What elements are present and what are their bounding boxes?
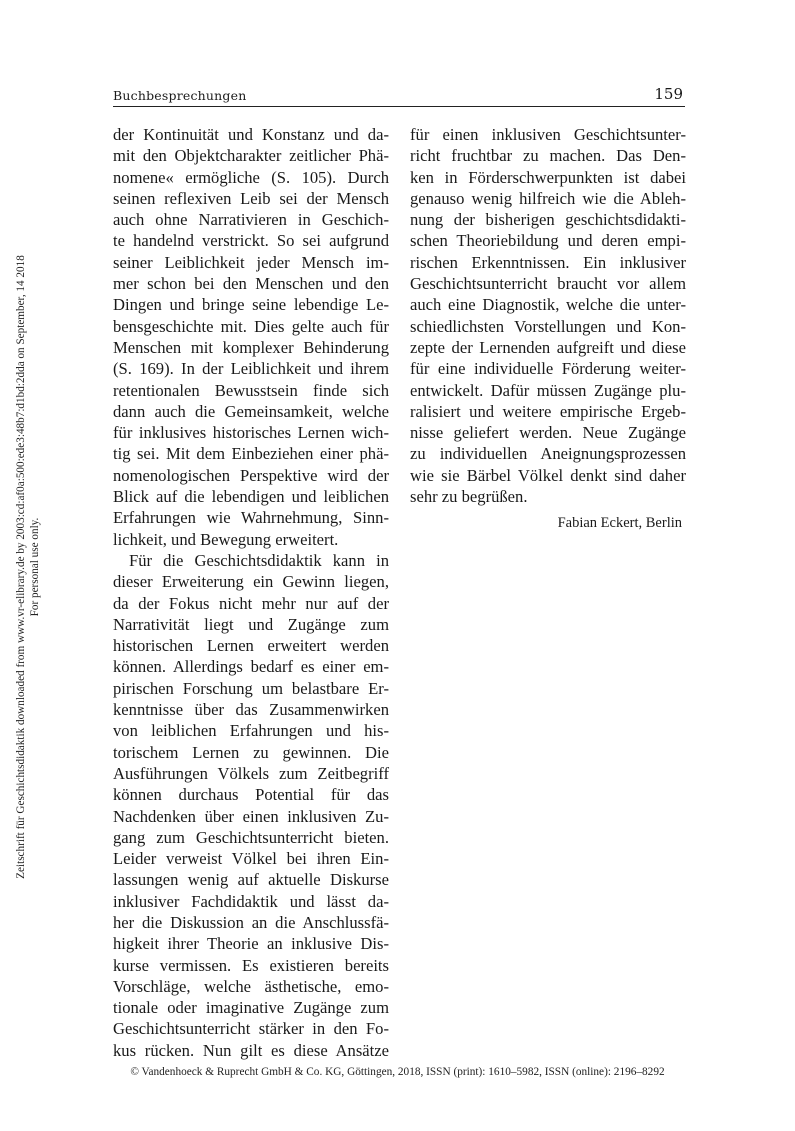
text-line: von leiblichen Erfahrungen und his- xyxy=(113,721,389,741)
copyright-footer: © Vandenhoeck & Ruprecht GmbH & Co. KG, Göttingen, 2018, ISSN (print): 1610–5982, ISSN (online): 2196–8292 xyxy=(130,1066,665,1078)
text-line: te handelnd verstrickt. So sei aufgrund xyxy=(113,231,389,251)
text-line: schiedlichsten Vorstellungen und Kon- xyxy=(410,316,686,336)
text-line: entwickelt. Dafür müssen Zugänge plu- xyxy=(410,380,686,400)
text-line: lassungen wenig auf aktuelle Diskurse xyxy=(113,870,389,890)
text-line: können durchaus Potential für das xyxy=(113,785,389,805)
text-line: tig sei. Mit dem Einbeziehen einer phä- xyxy=(113,444,389,464)
text-line: genauso wenig hilfreich wie die Ableh- xyxy=(410,188,686,208)
text-line: bensgeschichte mit. Dies gelte auch für xyxy=(113,316,389,336)
text-line: kenntnisse über das Zusammenwirken xyxy=(113,700,389,720)
section-title: Buchbesprechungen xyxy=(113,88,247,103)
watermark-line: For personal use only. xyxy=(29,517,41,617)
text-line: inklusiver Fachdidaktik und lässt da- xyxy=(113,891,389,911)
text-line: (S. 169). In der Leiblichkeit und ihrem xyxy=(113,359,389,379)
page-number: 159 xyxy=(654,85,683,103)
text-line: für inklusives historisches Lernen wich- xyxy=(113,423,389,443)
text-line: retentionalen Bewusstsein finde sich xyxy=(113,380,389,400)
text-line: der Kontinuität und Konstanz und da- xyxy=(113,125,389,144)
text-line: Geschichtsunterricht stärker in den Fo- xyxy=(113,1019,389,1039)
text-line: ralisiert und weitere empirische Ergeb- xyxy=(410,401,686,421)
text-line: mit den Objektcharakter zeitlicher Phä- xyxy=(113,146,389,166)
text-line: können. Allerdings bedarf es einer em- xyxy=(113,657,389,677)
text-line: higkeit ihrer Theorie an inklusive Dis- xyxy=(113,934,389,954)
text-line: kurse vermissen. Es existieren bereits xyxy=(113,955,389,975)
text-line: wie sie Bärbel Völkel denkt sind daher xyxy=(410,465,686,485)
text-line: nomene« ermögliche (S. 105). Durch xyxy=(113,167,389,187)
text-line: Nachdenken über einen inklusiven Zu- xyxy=(113,806,389,826)
text-line: tionale oder imaginative Zugänge zum xyxy=(113,998,389,1018)
text-line: Narrativität liegt und Zugänge zum xyxy=(113,614,389,634)
text-line: kus rücken. Nun gilt es diese Ansätze xyxy=(113,1040,389,1060)
text-line: nomenologischen Perspektive wird der xyxy=(113,465,389,485)
text-line: seiner Leiblichkeit jeder Mensch im- xyxy=(113,252,389,272)
text-line: da der Fokus nicht mehr nur auf der xyxy=(113,593,389,613)
text-line: torischem Lernen zu gewinnen. Die xyxy=(113,742,389,762)
text-line: für einen inklusiven Geschichtsunter- xyxy=(410,125,686,144)
right-text-column xyxy=(410,124,686,507)
text-line: gang zum Geschichtsunterricht bieten. xyxy=(113,827,389,847)
text-line: sehr zu begrüßen. xyxy=(410,487,528,507)
text-line: Vorschläge, welche ästhetische, emo- xyxy=(113,976,389,996)
text-line: Für die Geschichtsdidaktik kann in xyxy=(129,550,389,570)
watermark-line: Zeitschrift für Geschichtsdidaktik downloaded from www.vr-elibrary.de by 2003:cd:af0a:500:ede3:48b7:d1bd:2dda on September, 14 2018 xyxy=(15,255,27,879)
text-line: Menschen mit komplexer Behinderung xyxy=(113,337,389,357)
text-line: dann auch die Gemeinsamkeit, welche xyxy=(113,401,389,421)
text-line: richt fruchtbar zu machen. Das Den- xyxy=(410,146,686,166)
author-signature: Fabian Eckert, Berlin xyxy=(557,515,682,531)
text-line: schen Theoriebildung und deren empi- xyxy=(410,231,686,251)
left-text-column xyxy=(113,124,389,1061)
text-line: seinen reflexiven Leib sei der Mensch xyxy=(113,188,389,208)
text-line: zu individuellen Aneignungsprozessen xyxy=(410,444,686,464)
text-line: historischen Lernen erweitert werden xyxy=(113,636,389,656)
text-line: Dingen und bringe seine lebendige Le- xyxy=(113,295,389,315)
text-line: dieser Erweiterung ein Gewinn liegen, xyxy=(113,572,389,592)
text-line: auch eine Diagnostik, welche die unter- xyxy=(410,295,686,315)
text-line: zepte der Lernenden aufgreift und diese xyxy=(410,337,686,357)
text-line: pirischen Forschung um belastbare Er- xyxy=(113,678,389,698)
text-line: mer schon bei den Menschen und den xyxy=(113,274,389,294)
text-line: für eine individuelle Förderung weiter- xyxy=(410,359,686,379)
text-line: ken in Förderschwerpunkten ist dabei xyxy=(410,167,686,187)
text-line: nung der bisherigen geschichtsdidakti- xyxy=(410,210,686,230)
text-line: auch ohne Narrativieren in Geschich- xyxy=(113,210,389,230)
text-line: Blick auf die lebendigen und leiblichen xyxy=(113,487,389,507)
text-line: lichkeit, und Bewegung erweitert. xyxy=(113,529,339,549)
text-line: Erfahrungen wie Wahrnehmung, Sinn- xyxy=(113,508,389,528)
text-line: rischen Erkenntnissen. Ein inklusiver xyxy=(410,252,686,272)
text-line: her die Diskussion an die Anschlussfä- xyxy=(113,912,389,932)
running-header xyxy=(113,85,685,107)
text-line: Leider verweist Völkel bei ihren Ein- xyxy=(113,849,389,869)
text-line: Ausführungen Völkels zum Zeitbegriff xyxy=(113,763,389,783)
text-line: Geschichtsunterricht braucht vor allem xyxy=(410,274,686,294)
text-line: nisse geliefert werden. Neue Zugänge xyxy=(410,423,686,443)
download-watermark xyxy=(14,232,74,902)
